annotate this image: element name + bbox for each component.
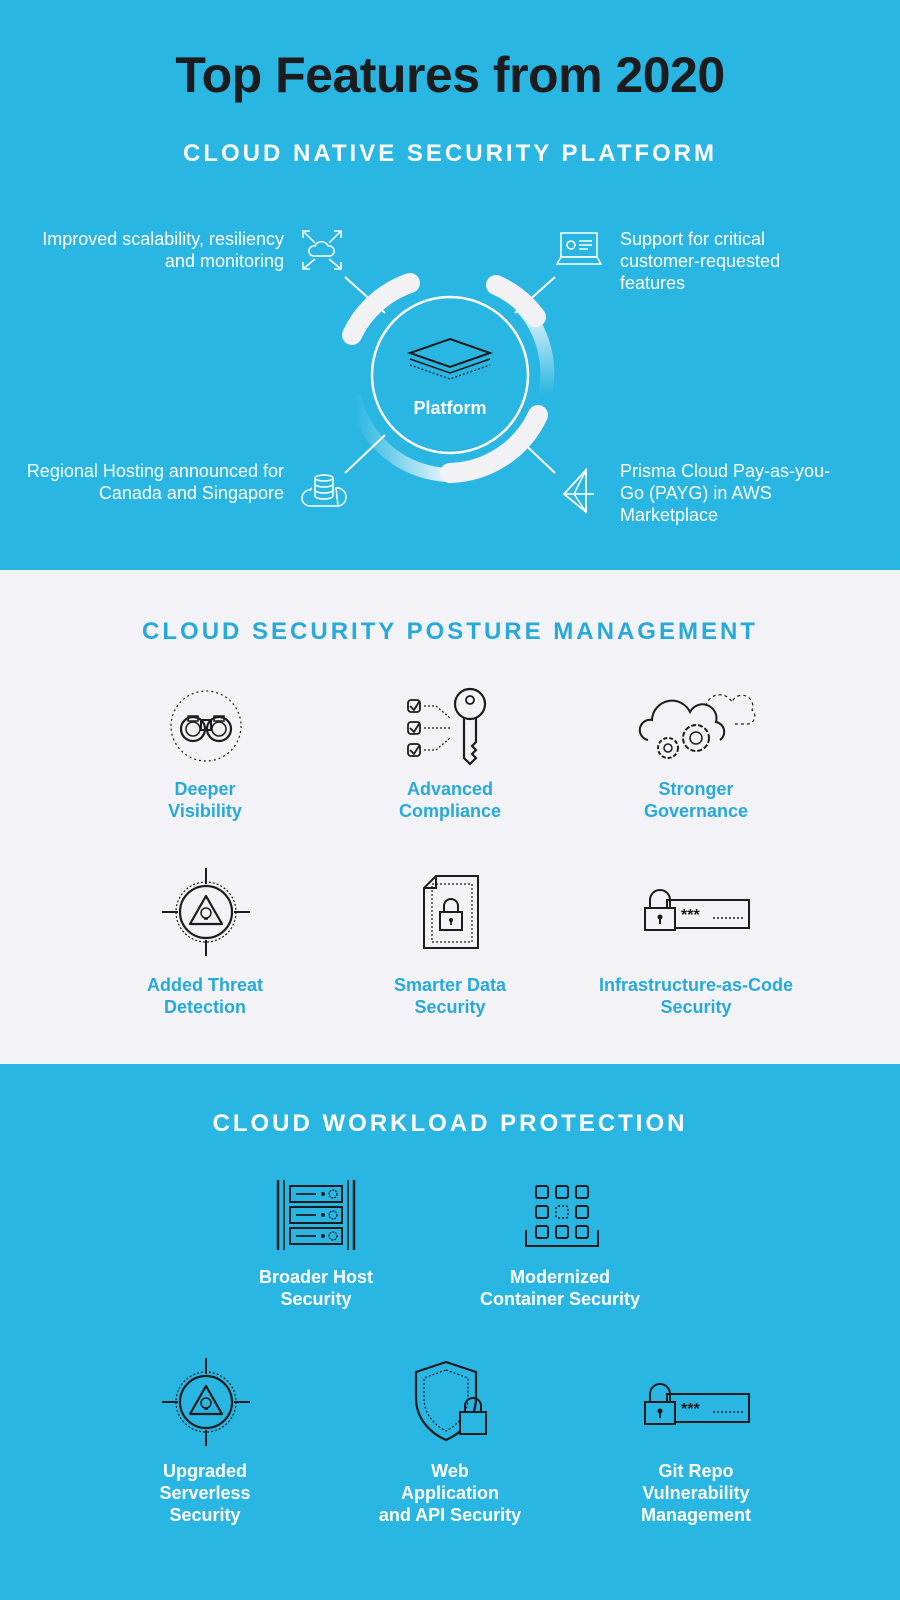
platform-heading: CLOUD NATIVE SECURITY PLATFORM <box>183 140 717 167</box>
feature-label: Web Application and API Security <box>378 1461 522 1525</box>
svg-text:***: *** <box>681 1401 700 1418</box>
platform-item-text: Prisma Cloud Pay-as-you-Go (PAYG) in AWS Marketplace <box>620 461 831 525</box>
password-lock-icon <box>643 1382 751 1426</box>
shield-lock-icon <box>412 1360 492 1444</box>
key-checklist-icon <box>406 686 496 766</box>
page-title: Top Features from 2020 <box>175 47 725 103</box>
cloud-database-icon <box>300 470 348 510</box>
solid-arc <box>450 415 538 473</box>
cspm-heading: CLOUD SECURITY POSTURE MANAGEMENT <box>142 618 758 645</box>
platform-circle <box>372 297 528 453</box>
cwp-section <box>0 1064 900 1600</box>
password-lock-icon <box>643 888 751 932</box>
feature-label: Upgraded Serverless Security <box>159 1461 251 1525</box>
platform-center-label: Platform <box>413 398 487 418</box>
marketplace-icon <box>560 468 600 514</box>
platform-section <box>0 0 900 570</box>
platform-diagram <box>300 255 600 495</box>
cloud-arrows-icon <box>300 228 344 272</box>
container-grid-icon <box>522 1184 602 1248</box>
platform-item-text: Regional Hosting announced for Canada and Singapore <box>26 461 284 503</box>
target-threat-icon <box>160 866 252 958</box>
feature-label: Smarter Data Security <box>393 975 507 1017</box>
feature-label: Stronger Governance <box>643 779 749 821</box>
layers-icon <box>410 339 490 379</box>
locked-document-icon <box>422 874 480 950</box>
platform-item-text: Improved scalability, resiliency and monitoring <box>42 229 284 271</box>
platform-item-text: Support for critical customer-requested features <box>620 229 781 293</box>
laptop-icon <box>556 230 602 270</box>
feature-label: Infrastructure-as-Code Security <box>598 975 794 1017</box>
feature-label: Added Threat Detection <box>146 975 263 1017</box>
svg-text:***: *** <box>681 907 700 924</box>
server-rack-icon <box>276 1178 356 1252</box>
feature-label: Advanced Compliance <box>398 779 502 821</box>
feature-label: Git Repo Vulnerability Management <box>640 1461 752 1525</box>
target-threat-icon <box>160 1356 252 1448</box>
cloud-gears-icon <box>636 686 756 766</box>
feature-label: Modernized Container Security <box>479 1267 641 1309</box>
feature-label: Deeper Visibility <box>168 779 242 821</box>
feature-label: Broader Host Security <box>258 1267 374 1309</box>
cspm-section <box>0 570 900 1064</box>
cwp-heading: CLOUD WORKLOAD PROTECTION <box>212 1110 688 1137</box>
binoculars-icon <box>168 688 244 764</box>
